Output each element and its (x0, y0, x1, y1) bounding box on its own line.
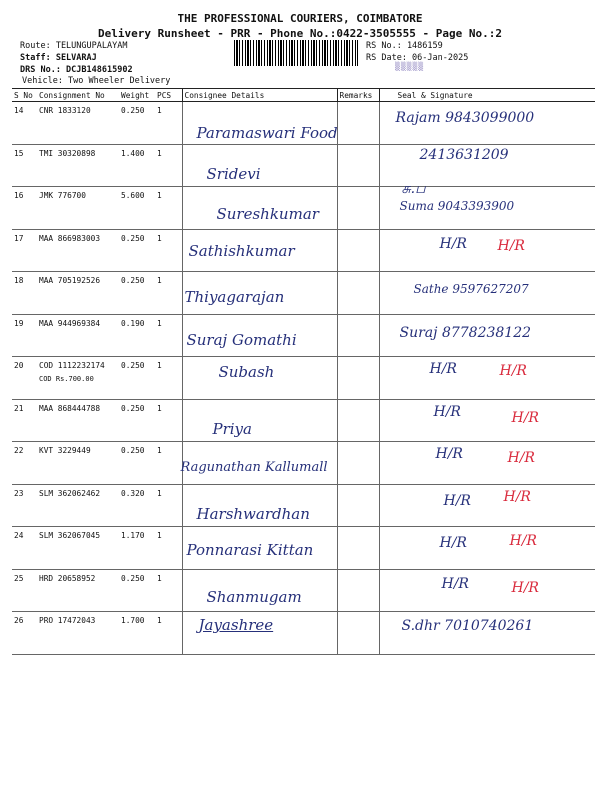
sno: 19 (12, 314, 37, 357)
sno: 25 (12, 569, 37, 612)
signature: H/R (435, 446, 463, 462)
signature-secondary: Suma 9043393900 (399, 199, 515, 213)
barcode (234, 40, 358, 66)
weight: 0.250 (119, 399, 155, 442)
route-label: Route: TELUNGUPALAYAM (20, 41, 128, 51)
consignment-no: JMK 776700 (37, 187, 119, 230)
runsheet-table (12, 88, 595, 655)
pcs: 1 (155, 399, 182, 442)
table-row (12, 272, 595, 315)
consignment-no: SLM 362067045 (37, 527, 119, 570)
signature: H/R (439, 535, 467, 551)
sno: 21 (12, 399, 37, 442)
pcs: 1 (155, 357, 182, 400)
col-remarks: Remarks (337, 89, 379, 102)
consignee-handwritten: Shanmugam (206, 587, 302, 606)
signature: 2413631209 (419, 146, 509, 163)
pcs: 1 (155, 314, 182, 357)
table-row (12, 314, 595, 357)
signature: சு.ப (401, 181, 426, 197)
consignment-no: HRD 20658952 (37, 569, 119, 612)
signature: H/R (443, 492, 471, 509)
col-weight: Weight (119, 89, 155, 102)
vehicle-label: Vehicle: Two Wheeler Delivery (22, 76, 171, 86)
sno: 14 (12, 102, 37, 145)
consignment-no: SLM 362062462 (37, 484, 119, 527)
signature-red: H/R (507, 450, 535, 466)
sno: 22 (12, 442, 37, 485)
sno: 15 (12, 144, 37, 187)
table-row (12, 399, 595, 442)
pcs: 1 (155, 229, 182, 272)
signature-red: H/R (511, 579, 539, 596)
signature: H/R (439, 235, 467, 252)
pcs: 1 (155, 187, 182, 230)
table-row (12, 357, 595, 400)
runsheet-subtitle: Delivery Runsheet - PRR - Phone No.:0422-3505555 - Page No.:2 (98, 27, 502, 40)
weight: 0.250 (119, 272, 155, 315)
consignment-no-text: COD 1112232174 (39, 361, 105, 370)
signature-red: H/R (511, 409, 539, 426)
signature-red: H/R (503, 488, 531, 505)
pcs: 1 (155, 442, 182, 485)
table-row (12, 484, 595, 527)
col-pcs: PCS (155, 89, 182, 102)
signature: H/R (441, 575, 469, 592)
consignee-handwritten: Ragunathan Kallumall (180, 460, 328, 475)
consignment-no: PRO 17472043 (37, 612, 119, 655)
consignment-no: MAA 866983003 (37, 229, 119, 272)
weight: 0.250 (119, 229, 155, 272)
table-row (12, 612, 595, 655)
signature-red: H/R (499, 363, 527, 379)
pcs: 1 (155, 527, 182, 570)
signature: S.dhr 7010740261 (401, 618, 534, 634)
table-row (12, 102, 595, 145)
signature-red: H/R (509, 533, 537, 549)
pcs: 1 (155, 612, 182, 655)
sno: 17 (12, 229, 37, 272)
signature: H/R (429, 361, 457, 377)
consignment-no: MAA 705192526 (37, 272, 119, 315)
table-row (12, 229, 595, 272)
consignee-handwritten: Priya (212, 419, 252, 438)
signature: Suraj 8778238122 (399, 324, 532, 341)
table-row (12, 144, 595, 187)
pcs: 1 (155, 144, 182, 187)
sno: 20 (12, 357, 37, 400)
cod-amount: COD Rs.700.00 (39, 375, 94, 383)
weight: 1.400 (119, 144, 155, 187)
consignee-handwritten: Ponnarasi Kittan (186, 541, 314, 559)
col-signature: Seal & Signature (379, 89, 595, 102)
weight: 0.320 (119, 484, 155, 527)
consignment-no: MAA 868444788 (37, 399, 119, 442)
consignee-handwritten: Sureshkumar (216, 205, 319, 223)
sno: 16 (12, 187, 37, 230)
signature: H/R (433, 403, 461, 420)
consignee-handwritten: Sathishkumar (188, 241, 295, 260)
weight: 0.190 (119, 314, 155, 357)
weight: 0.250 (119, 102, 155, 145)
pcs: 1 (155, 484, 182, 527)
consignment-no: MAA 944969384 (37, 314, 119, 357)
consignee-handwritten: Thiyagarajan (184, 288, 285, 306)
pcs: 1 (155, 569, 182, 612)
col-sno: S No (12, 89, 37, 102)
drs-number: DRS No.: DCJB148615902 (20, 65, 133, 75)
weight: 1.700 (119, 612, 155, 655)
rs-number: RS No.: 1486159 (366, 41, 443, 51)
weight: 1.170 (119, 527, 155, 570)
weight: 5.600 (119, 187, 155, 230)
table-row (12, 442, 595, 485)
weight: 0.250 (119, 569, 155, 612)
sno: 18 (12, 272, 37, 315)
consignment-no: KVT 3229449 (37, 442, 119, 485)
consignee-handwritten: Harshwardhan (196, 504, 310, 523)
sno: 26 (12, 612, 37, 655)
signature: Sathe 9597627207 (413, 282, 529, 296)
consignee-handwritten: Sridevi (206, 164, 261, 183)
consignee-handwritten: Jayashree (198, 616, 274, 634)
company-title: THE PROFESSIONAL COURIERS, COIMBATORE (177, 12, 423, 25)
signature: Rajam 9843099000 (395, 110, 535, 126)
consignment-no: TMI 30320898 (37, 144, 119, 187)
signature-red: H/R (497, 237, 525, 254)
rs-date: RS Date: 06-Jan-2025 (366, 53, 469, 63)
ink-stamp: ▒▒▒▒▒ (395, 62, 425, 71)
sno: 24 (12, 527, 37, 570)
consignee-handwritten: Subash (218, 363, 275, 381)
table-row (12, 527, 595, 570)
staff-label: Staff: SELVARAJ (20, 53, 97, 63)
weight: 0.250 (119, 442, 155, 485)
col-consignment: Consignment No (37, 89, 119, 102)
consignee-handwritten: Paramaswari Food (196, 124, 338, 142)
table-row (12, 187, 595, 230)
pcs: 1 (155, 272, 182, 315)
sno: 23 (12, 484, 37, 527)
consignment-no (37, 357, 119, 400)
weight: 0.250 (119, 357, 155, 400)
table-row (12, 569, 595, 612)
col-consignee: Consignee Details (182, 89, 337, 102)
table-header-row (12, 89, 595, 102)
consignee-handwritten: Suraj Gomathi (186, 330, 297, 349)
consignment-no: CNR 1833120 (37, 102, 119, 145)
pcs: 1 (155, 102, 182, 145)
